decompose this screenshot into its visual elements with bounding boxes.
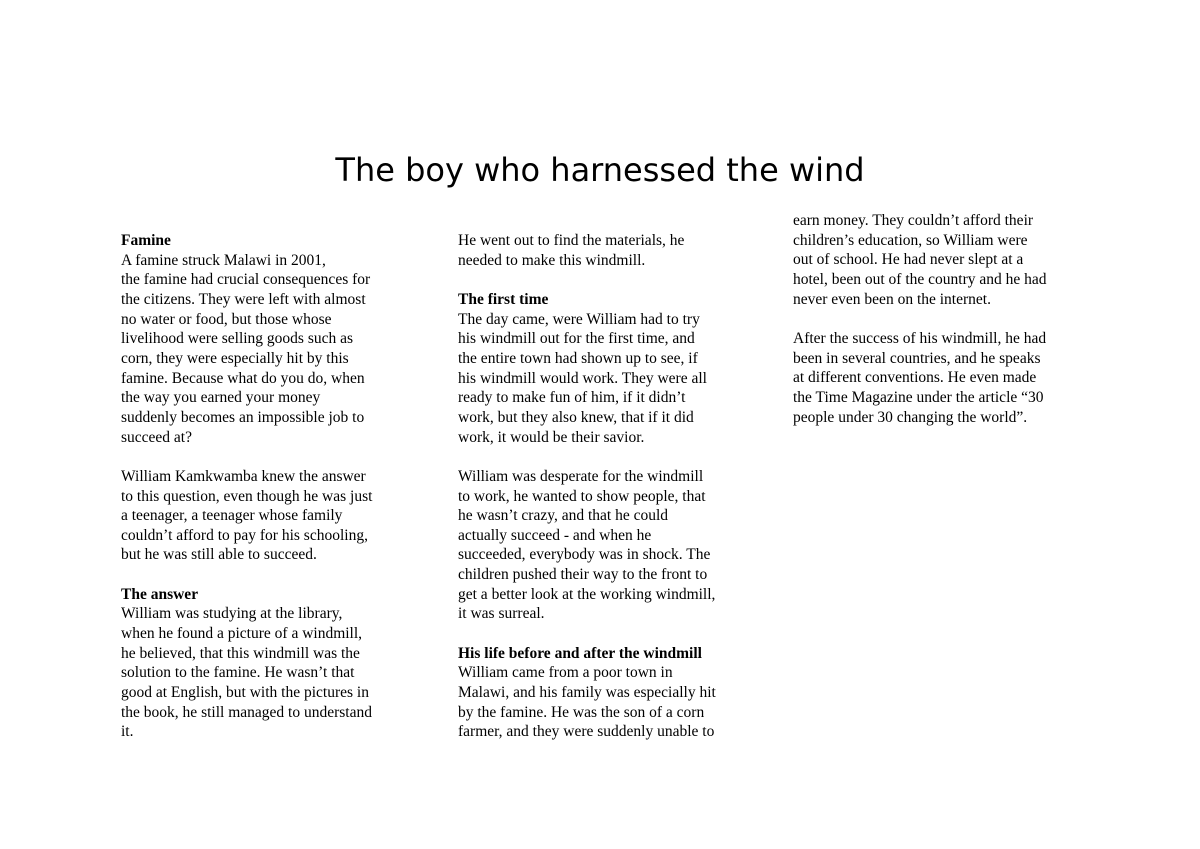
text-line: the entire town had shown up to see, if xyxy=(458,349,698,367)
text-line: earn money. They couldn’t afford their xyxy=(793,212,1034,229)
text-line: suddenly becomes an impossible job to xyxy=(121,408,365,426)
life-paragraph-2 xyxy=(793,329,1089,427)
text-line: to work, he wanted to show people, that xyxy=(458,487,706,505)
text-line: by the famine. He was the son of a corn xyxy=(458,703,705,721)
text-line: been in several countries, and he speaks xyxy=(793,349,1041,367)
text-line: he wasn’t crazy, and that he could xyxy=(458,507,669,525)
text-column-3 xyxy=(793,211,1089,427)
text-line: farmer, and they were suddenly unable to xyxy=(458,723,715,741)
text-line: the book, he still managed to understand xyxy=(121,703,372,721)
text-line: couldn’t afford to pay for his schooling, xyxy=(121,526,368,544)
text-line: to this question, even though he was just xyxy=(121,487,373,505)
text-line: solution to the famine. He wasn’t that xyxy=(121,664,355,682)
section-heading-first-time: The first time xyxy=(458,290,549,308)
text-column-1 xyxy=(121,231,417,742)
life-paragraph-1-continued xyxy=(793,211,1089,309)
text-line: he believed, that this windmill was the xyxy=(121,644,360,662)
first-time-paragraph-2 xyxy=(458,467,754,624)
text-line: corn, they were especially hit by this xyxy=(121,349,349,367)
text-line: William was desperate for the windmill xyxy=(458,467,704,485)
text-line: After the success of his windmill, he had xyxy=(793,329,1047,347)
text-line: get a better look at the working windmill, xyxy=(458,585,716,603)
famine-section xyxy=(121,231,417,447)
text-line: needed to make this windmill. xyxy=(458,251,646,269)
text-line: it. xyxy=(121,723,134,741)
text-line: but he was still able to succeed. xyxy=(121,546,317,564)
section-heading-life: His life before and after the windmill xyxy=(458,644,702,662)
text-line: succeed at? xyxy=(121,428,192,446)
text-line: The day came, were William had to try xyxy=(458,310,700,328)
text-line: hotel, been out of the country and he had xyxy=(793,270,1047,288)
text-line: actually succeed - and when he xyxy=(458,526,652,544)
text-line: children pushed their way to the front to xyxy=(458,566,708,584)
text-line: Malawi, and his family was especially hit xyxy=(458,684,716,702)
text-line: ready to make fun of him, if it didn’t xyxy=(458,389,686,407)
text-line: William came from a poor town in xyxy=(458,664,673,682)
text-line: good at English, but with the pictures in xyxy=(121,684,369,702)
first-time-section xyxy=(458,290,754,447)
text-line: work, it would be their savior. xyxy=(458,428,645,446)
famine-paragraph-2 xyxy=(121,467,417,565)
page-title: The boy who harnessed the wind xyxy=(335,151,865,189)
text-line: his windmill out for the first time, and xyxy=(458,330,695,348)
text-line: A famine struck Malawi in 2001, xyxy=(121,251,326,269)
life-section xyxy=(458,644,754,742)
text-line: it was surreal. xyxy=(458,605,545,623)
text-line: his windmill would work. They were all xyxy=(458,369,707,387)
text-line: work, but they also knew, that if it did xyxy=(458,408,694,426)
text-line: children’s education, so William were xyxy=(793,231,1028,249)
section-heading-famine: Famine xyxy=(121,232,171,249)
text-line: He went out to find the materials, he xyxy=(458,232,685,249)
text-line: people under 30 changing the world”. xyxy=(793,408,1028,426)
text-line: the citizens. They were left with almost xyxy=(121,290,366,308)
first-time-paragraph-1 xyxy=(458,310,754,448)
famine-paragraph-1 xyxy=(121,251,417,448)
text-line: a teenager, a teenager whose family xyxy=(121,507,343,525)
text-line: the famine had crucial consequences for xyxy=(121,271,371,289)
answer-section xyxy=(121,585,417,742)
text-line: when he found a picture of a windmill, xyxy=(121,625,363,643)
text-line: the way you earned your money xyxy=(121,389,321,407)
text-line: at different conventions. He even made xyxy=(793,369,1037,387)
text-line: livelihood were selling goods such as xyxy=(121,330,354,348)
text-line: never even been on the internet. xyxy=(793,290,991,308)
answer-paragraph-2 xyxy=(458,231,754,270)
text-line: William was studying at the library, xyxy=(121,605,343,623)
section-heading-answer: The answer xyxy=(121,585,199,603)
text-line: succeeded, everybody was in shock. The xyxy=(458,546,711,564)
text-column-2 xyxy=(458,231,754,742)
answer-paragraph-1 xyxy=(121,604,417,742)
text-line: famine. Because what do you do, when xyxy=(121,369,365,387)
text-line: no water or food, but those whose xyxy=(121,310,332,328)
life-paragraph-1 xyxy=(458,663,754,742)
text-line: out of school. He had never slept at a xyxy=(793,251,1024,269)
text-line: the Time Magazine under the article “30 xyxy=(793,388,1044,406)
text-line: William Kamkwamba knew the answer xyxy=(121,467,366,485)
